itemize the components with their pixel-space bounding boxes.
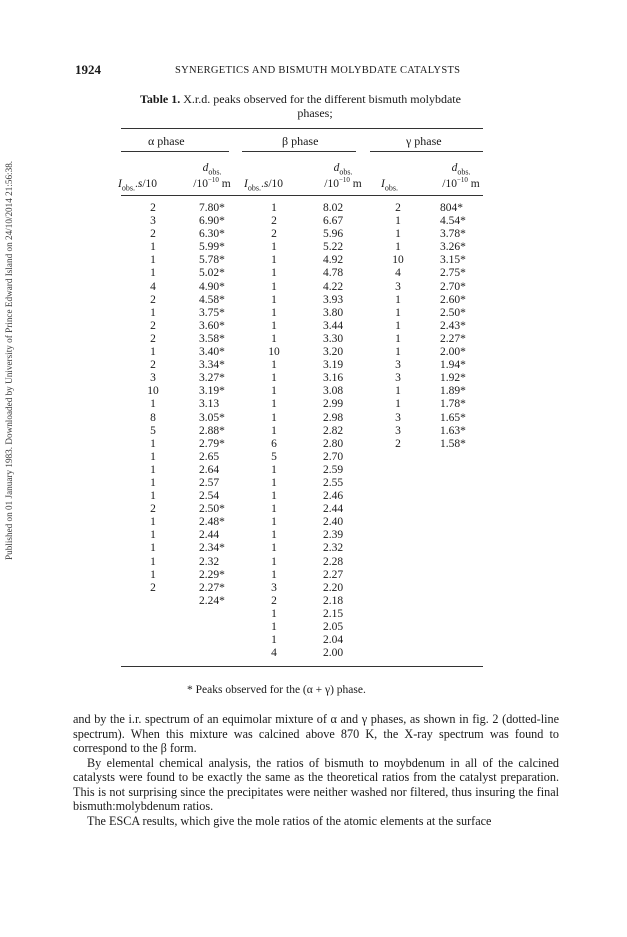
table-cell-d: 1.65* <box>440 411 466 424</box>
table-cell-d: 3.75* <box>199 306 225 319</box>
table-cell-d: 2.82 <box>323 424 344 437</box>
table-cell-d: 3.93 <box>323 293 344 306</box>
table-cell-d: 2.27* <box>199 581 225 594</box>
table-cell-intensity: 1 <box>271 607 277 620</box>
table-cell-d: 1.63* <box>440 424 466 437</box>
table-cell-d: 2.46 <box>323 490 344 503</box>
table-cell-d: 1.92* <box>440 372 466 385</box>
table-cell-d: 3.19 <box>323 359 344 372</box>
table-cell-intensity: 3 <box>395 372 401 385</box>
table-cell-intensity: 1 <box>271 490 277 503</box>
table-cell-intensity: 5 <box>150 424 156 437</box>
table-cell-d: 2.05 <box>323 621 344 633</box>
table-cell-intensity: 1 <box>271 503 277 516</box>
table-cell-d: 4.22 <box>323 280 344 293</box>
table-cell-d: 2.44 <box>323 503 344 516</box>
table-cell-d: 3.20 <box>323 346 344 359</box>
table-cell-d: 2.55 <box>323 476 344 489</box>
table-cell-intensity: 3 <box>150 215 156 228</box>
table-cell-intensity: 1 <box>271 424 277 437</box>
table-cell-d: 2.79* <box>199 437 225 450</box>
table-cell-d: 6.67 <box>323 215 344 228</box>
alpha-intensity-column <box>138 202 168 595</box>
table-cell-d: 2.50* <box>199 503 225 516</box>
body-paragraph: The ESCA results, which give the mole ratios of the atomic elements at the surface <box>87 813 492 828</box>
table-cell-intensity: 1 <box>271 398 277 411</box>
table-cell-d: 2.40 <box>323 516 344 529</box>
table-cell-intensity: 4 <box>395 267 401 280</box>
table-cell-intensity: 1 <box>271 621 277 633</box>
download-watermark: Published on 01 January 1983. Downloaded by University of Prince Edward Island on 24/10/2014 21:56:38. <box>4 160 14 560</box>
table-cell-intensity: 1 <box>271 542 277 555</box>
table-cell-intensity: 1 <box>271 463 277 476</box>
table-cell-d: 2.60* <box>440 293 466 306</box>
table-cell-intensity: 3 <box>271 581 277 594</box>
table-cell-d: 8.02 <box>323 202 344 214</box>
table-cell-d: 2.32 <box>199 555 220 568</box>
table-cell-d: 2.29* <box>199 568 225 581</box>
gamma-phase-rule <box>370 151 483 152</box>
table-cell-d: 3.05* <box>199 411 225 424</box>
table-cell-d: 2.27 <box>323 568 344 581</box>
alpha-d-column <box>199 202 225 608</box>
table-cell-d: 3.16 <box>323 372 344 385</box>
table-cell-d: 5.22 <box>323 241 344 254</box>
table-bottom-rule <box>121 666 483 667</box>
table-cell-intensity: 1 <box>150 516 156 529</box>
table-cell-intensity: 1 <box>150 254 156 267</box>
table-caption <box>140 92 490 120</box>
table-cell-intensity: 2 <box>150 293 156 306</box>
table-cell-d: 5.96 <box>323 228 344 241</box>
table-cell-intensity: 10 <box>268 346 280 359</box>
table-cell-d: 2.18 <box>323 594 344 607</box>
table-cell-d: 3.44 <box>323 319 344 332</box>
gamma-d-column <box>440 202 466 451</box>
beta-d-header: $d_{obs.}$ $/10^{-10}$ m <box>324 162 362 191</box>
table-cell-d: 3.26* <box>440 241 466 254</box>
table-cell-intensity: 1 <box>395 385 401 398</box>
gamma-phase-heading: γ phase <box>406 134 442 148</box>
table-cell-intensity: 1 <box>271 293 277 306</box>
table-cell-d: 2.00 <box>323 647 344 660</box>
table-cell-d: 2.70* <box>440 280 466 293</box>
table-cell-intensity: 1 <box>150 568 156 581</box>
table-cell-intensity: 2 <box>271 594 277 607</box>
table-cell-d: 2.54 <box>199 490 220 503</box>
table-cell-d: 6.30* <box>199 228 225 241</box>
table-cell-d: 2.59 <box>323 463 344 476</box>
table-cell-intensity: 1 <box>271 529 277 542</box>
table-cell-intensity: 2 <box>150 319 156 332</box>
table-cell-d: 2.75* <box>440 267 466 280</box>
table-cell-d: 2.57 <box>199 476 220 489</box>
table-cell-intensity: 10 <box>147 385 159 398</box>
table-footnote: * Peaks observed for the (α + γ) phase. <box>187 684 366 696</box>
table-cell-d: 1.78* <box>440 398 466 411</box>
gamma-d-header: $d_{obs.}$ $/10^{-10}$ m <box>442 162 480 191</box>
table-cell-d: 2.64 <box>199 463 220 476</box>
table-cell-intensity: 1 <box>271 516 277 529</box>
table-cell-intensity: 1 <box>150 490 156 503</box>
table-cell-d: 2.43* <box>440 319 466 332</box>
table-cell-intensity: 1 <box>395 293 401 306</box>
table-cell-intensity: 1 <box>150 306 156 319</box>
table-cell-intensity: 3 <box>395 359 401 372</box>
table-cell-d: 3.60* <box>199 319 225 332</box>
table-cell-d: 1.89* <box>440 385 466 398</box>
table-cell-d: 3.08 <box>323 385 344 398</box>
gamma-intensity-column <box>383 202 413 451</box>
table-cell-intensity: 4 <box>271 647 277 660</box>
table-cell-d: 2.65 <box>199 450 220 463</box>
table-cell-d: 5.78* <box>199 254 225 267</box>
table-cell-intensity: 2 <box>150 228 156 241</box>
table-cell-d: 2.15 <box>323 607 344 620</box>
table-cell-intensity: 2 <box>150 359 156 372</box>
table-cell-intensity: 1 <box>150 398 156 411</box>
table-cell-intensity: 1 <box>271 280 277 293</box>
table-top-rule <box>121 128 483 129</box>
table-cell-d: 3.78* <box>440 228 466 241</box>
table-cell-intensity: 1 <box>271 241 277 254</box>
table-cell-intensity: 3 <box>395 424 401 437</box>
table-cell-d: 2.28 <box>323 555 344 568</box>
alpha-intensity-header: $I_{obs.}.s/10$ <box>118 178 158 193</box>
table-cell-d: 2.48* <box>199 516 225 529</box>
table-cell-intensity: 3 <box>395 411 401 424</box>
table-cell-intensity: 4 <box>150 280 156 293</box>
table-cell-intensity: 1 <box>271 568 277 581</box>
table-cell-d: 7.80* <box>199 202 225 214</box>
table-cell-d: 2.99 <box>323 398 344 411</box>
table-cell-intensity: 2 <box>150 581 156 594</box>
table-cell-d: 6.90* <box>199 215 225 228</box>
table-cell-intensity: 1 <box>150 463 156 476</box>
table-cell-d: 3.15* <box>440 254 466 267</box>
table-cell-intensity: 2 <box>395 437 401 450</box>
header-bottom-rule <box>121 195 483 196</box>
table-cell-intensity: 1 <box>271 332 277 345</box>
table-cell-intensity: 1 <box>150 450 156 463</box>
table-cell-d: 2.44 <box>199 529 220 542</box>
table-cell-intensity: 1 <box>271 254 277 267</box>
beta-intensity-header: $I_{obs.}.s/10$ <box>244 178 284 193</box>
table-cell-d: 2.88* <box>199 424 225 437</box>
table-cell-intensity: 2 <box>271 228 277 241</box>
table-cell-intensity: 1 <box>395 215 401 228</box>
table-cell-d: 5.99* <box>199 241 225 254</box>
table-cell-intensity: 2 <box>395 202 401 214</box>
beta-phase-rule <box>242 151 356 152</box>
body-paragraph: and by the i.r. spectrum of an equimolar mixture of α and γ phases, as shown in fig. 2 (dotted-line spectrum). When this mixture was calcined above 870 K, the X-ray spectrum was found to correspond to the β form. <box>73 712 559 755</box>
table-cell-intensity: 1 <box>395 228 401 241</box>
table-cell-intensity: 1 <box>150 542 156 555</box>
table-cell-intensity: 1 <box>271 476 277 489</box>
table-cell-intensity: 1 <box>150 241 156 254</box>
table-cell-d: 4.78 <box>323 267 344 280</box>
table-cell-intensity: 1 <box>395 398 401 411</box>
table-cell-intensity: 8 <box>150 411 156 424</box>
body-paragraph: By elemental chemical analysis, the ratios of bismuth to moybdenum in all of the calcined catalysts were found to be exactly the same as the theoretical ratios from the catalyst preparation. This is not surprising since the precipitates were neither washed nor filtered, thus insuring the final bismuth:molybdenum ratios. <box>73 755 559 813</box>
table-cell-intensity: 1 <box>150 555 156 568</box>
table-cell-d: 4.54* <box>440 215 466 228</box>
table-cell-d: 3.58* <box>199 332 225 345</box>
table-cell-intensity: 1 <box>271 306 277 319</box>
table-cell-intensity: 1 <box>271 555 277 568</box>
table-cell-d: 3.13 <box>199 398 220 411</box>
table-cell-d: 4.92 <box>323 254 344 267</box>
table-cell-intensity: 3 <box>395 280 401 293</box>
table-cell-d: 2.20 <box>323 581 344 594</box>
table-cell-intensity: 2 <box>150 503 156 516</box>
table-cell-d: 3.27* <box>199 372 225 385</box>
running-head: SYNERGETICS AND BISMUTH MOLYBDATE CATALYSTS <box>175 65 461 76</box>
table-cell-intensity: 1 <box>271 202 277 214</box>
table-label: Table 1. <box>140 92 181 106</box>
table-cell-intensity: 1 <box>395 332 401 345</box>
table-cell-intensity: 1 <box>395 241 401 254</box>
table-cell-d: 2.98 <box>323 411 344 424</box>
gamma-intensity-header: $I_{obs.}$ <box>381 178 398 193</box>
beta-intensity-column <box>259 202 289 660</box>
table-cell-d: 2.32 <box>323 542 344 555</box>
table-cell-intensity: 1 <box>271 359 277 372</box>
table-cell-d: 2.50* <box>440 306 466 319</box>
page-number: 1924 <box>75 62 101 77</box>
table-cell-d: 2.04 <box>323 634 344 647</box>
table-cell-d: 2.00* <box>440 346 466 359</box>
table-cell-intensity: 1 <box>150 476 156 489</box>
table-cell-intensity: 1 <box>150 346 156 359</box>
table-cell-intensity: 1 <box>395 346 401 359</box>
table-cell-intensity: 1 <box>271 634 277 647</box>
table-cell-intensity: 2 <box>150 202 156 214</box>
table-cell-intensity: 1 <box>271 411 277 424</box>
table-cell-intensity: 3 <box>150 372 156 385</box>
table-cell-intensity: 1 <box>271 319 277 332</box>
table-cell-intensity: 1 <box>150 437 156 450</box>
beta-phase-heading: β phase <box>282 134 319 148</box>
table-cell-d: 3.30 <box>323 332 344 345</box>
table-cell-intensity: 1 <box>395 319 401 332</box>
table-cell-d: 2.70 <box>323 450 344 463</box>
caption-text-continued: phases; <box>297 106 333 120</box>
table-cell-d: 3.34* <box>199 359 225 372</box>
table-cell-intensity: 2 <box>271 215 277 228</box>
alpha-phase-heading: α phase <box>148 134 185 148</box>
table-cell-d: 2.34* <box>199 542 225 555</box>
table-cell-d: 2.27* <box>440 332 466 345</box>
table-cell-intensity: 6 <box>271 437 277 450</box>
table-cell-d: 2.39 <box>323 529 344 542</box>
table-cell-d: 804* <box>440 202 463 214</box>
table-cell-intensity: 1 <box>271 267 277 280</box>
caption-text: X.r.d. peaks observed for the different bismuth molybdate <box>183 92 461 106</box>
table-cell-d: 4.58* <box>199 293 225 306</box>
table-cell-d: 5.02* <box>199 267 225 280</box>
table-cell-d: 2.24* <box>199 594 225 607</box>
table-cell-intensity: 5 <box>271 450 277 463</box>
table-cell-intensity: 10 <box>392 254 404 267</box>
alpha-d-header: $d_{obs.}$ $/10^{-10}$ m <box>193 162 231 191</box>
table-cell-d: 1.94* <box>440 359 466 372</box>
table-cell-d: 2.80 <box>323 437 344 450</box>
table-cell-intensity: 1 <box>150 529 156 542</box>
table-cell-intensity: 1 <box>395 306 401 319</box>
table-cell-intensity: 1 <box>150 267 156 280</box>
table-cell-intensity: 1 <box>271 385 277 398</box>
alpha-phase-rule <box>121 151 229 152</box>
table-cell-d: 1.58* <box>440 437 466 450</box>
beta-d-column <box>323 202 343 660</box>
table-cell-d: 3.19* <box>199 385 225 398</box>
body-text <box>73 712 559 828</box>
table-cell-d: 4.90* <box>199 280 225 293</box>
table-cell-d: 3.80 <box>323 306 344 319</box>
table-cell-intensity: 2 <box>150 332 156 345</box>
table-cell-d: 3.40* <box>199 346 225 359</box>
table-cell-intensity: 1 <box>271 372 277 385</box>
